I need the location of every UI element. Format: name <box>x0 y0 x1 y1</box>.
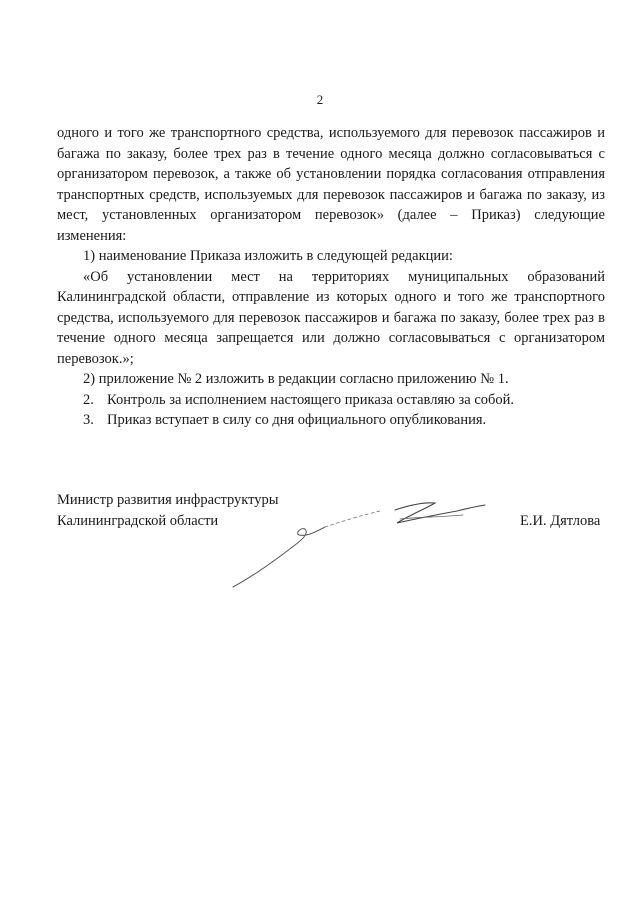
document-body <box>57 123 605 431</box>
paragraph-new-title-quote: «Об установлении мест на территориях муниципальных образований Калининградской области, отправление из которых одного и того же транспортного средства, используемого для перевозок пассажиров и багажа по заказу, более трех раз в течение одного месяца запрещается или должно согласовываться с организатором перевозок.»; <box>57 268 605 367</box>
numbered-item <box>57 390 605 411</box>
paragraph-changes-intro: одного и того же транспортного средства, используемого для перевозок пассажиров и багажа по заказу, более трех раз в течение одного месяца должно согласовываться с организатором перевозок, а также об установлении порядка согласования отправления транспортных средств, используемых для перевозок пассажиров и багажа по заказу, из мест, установленных организатором перевозок» (далее – Приказ) следующие изменения: <box>57 125 605 244</box>
item-number: 2. <box>83 391 94 408</box>
item-text: Контроль за исполнением настоящего приказа оставляю за собой. <box>107 391 515 408</box>
item-number: 3. <box>83 412 94 428</box>
signer-position-line-1: Министр развития инфраструктуры <box>57 492 279 508</box>
numbered-item <box>57 410 605 431</box>
paragraph-item-1: 1) наименование Приказа изложить в следующей редакции: <box>83 248 453 264</box>
handwritten-signature <box>225 495 495 595</box>
signer-name: Е.И. Дятлова <box>520 513 601 529</box>
signer-position-line-2: Калининградской области <box>57 512 219 529</box>
paragraph-item-2: 2) приложение № 2 изложить в редакции согласно приложению № 1. <box>83 371 509 387</box>
item-text: Приказ вступает в силу со дня официального опубликования. <box>107 412 487 428</box>
page-number: 2 <box>316 92 324 107</box>
